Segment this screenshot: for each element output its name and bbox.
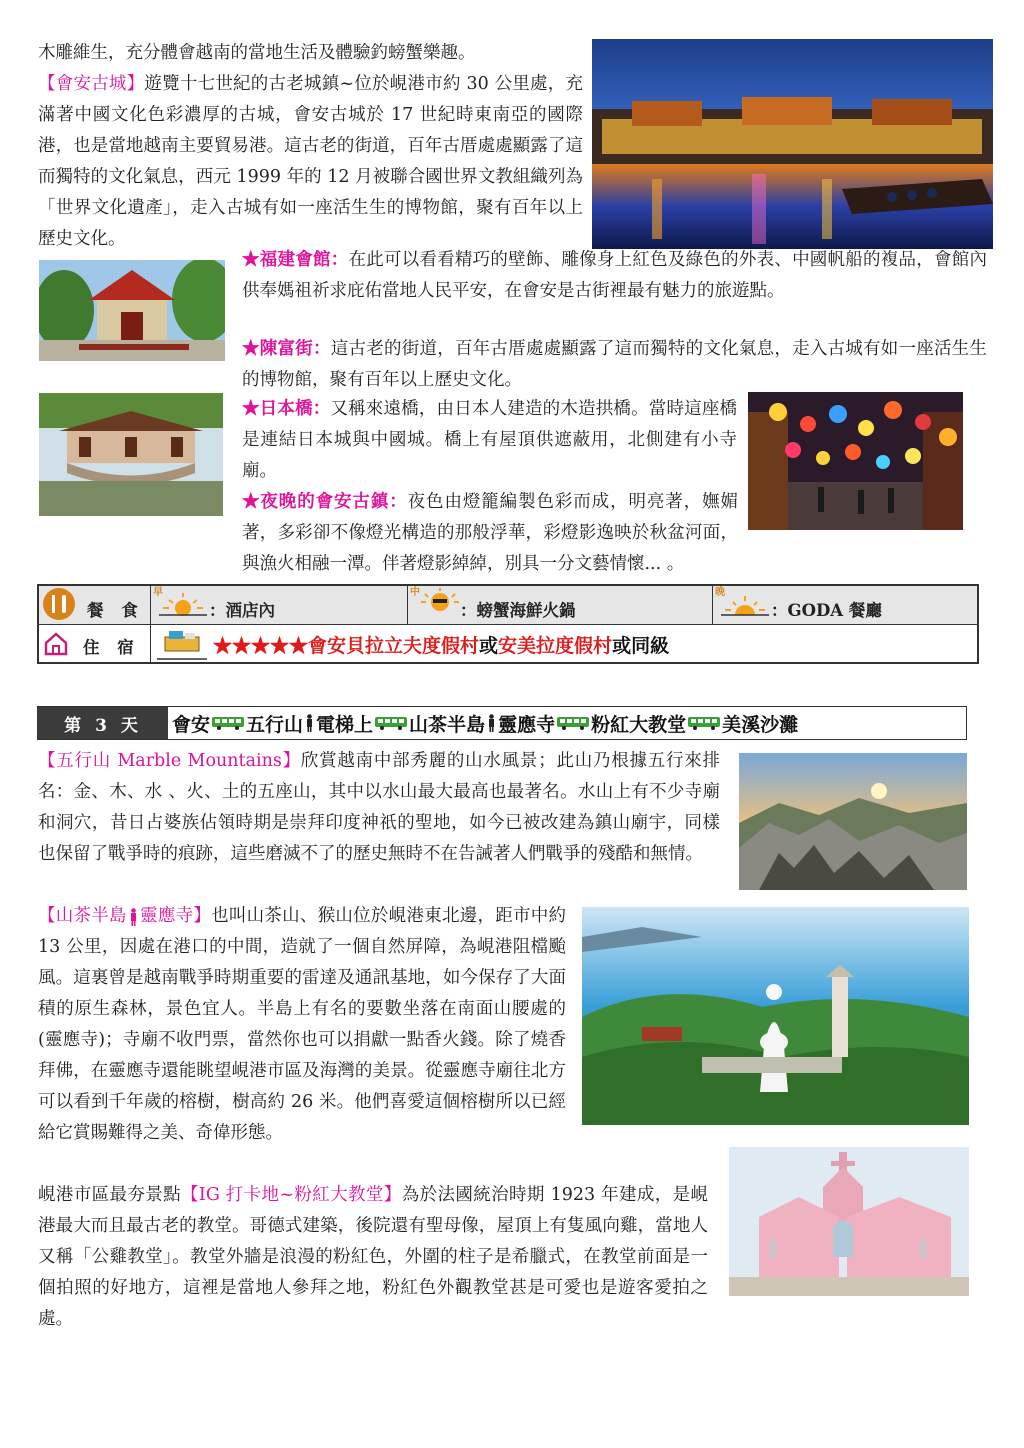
marble-title: 【五行山 Marble Mountains】 [38, 751, 301, 771]
dinner-tag: 晚 [715, 587, 725, 598]
night-body: 夜色由燈籠編製色彩而成，明亮著，嫵媚著，多彩卻不像燈光構造的那般浮華，彩燈影逸映於秋盆河面，與漁火相融一潭。伴著燈影綽綽，別具一分文藝情懷... 。 [242, 492, 739, 574]
chenfu-title: ★陳富街： [242, 339, 331, 359]
sontra-section [38, 901, 566, 1149]
pink-church-photo [729, 1147, 969, 1296]
hoian-title: 【會安古城】 [38, 74, 145, 94]
night-title: ★夜晚的會安古鎮： [242, 492, 408, 512]
route-stop: 電梯上 [316, 713, 374, 736]
bus-icon [374, 716, 408, 730]
meal-lodging-table [37, 584, 979, 664]
route-stop: 美溪沙灘 [722, 713, 799, 736]
home-icon [43, 631, 69, 661]
church-body: 為於法國統治時期 1923 年建成，是峴港最大而且最古老的教堂。哥德式建築，後院還有聖母像，屋頂上有隻風向雞，當地人又稱「公雞教堂」。教堂外牆是浪漫的粉紅色，外圍的柱子是希臘式，在教堂前面是一個拍照的好地方，這裡是當地人參拜之地，粉紅色外觀教堂甚是可愛也是遊客愛拍之處。 [38, 1185, 709, 1329]
sontra-body: 也叫山茶山、猴山位於峴港東北邊，距市中約 13 公里，因處在港口的中間，造就了一個自然屏障，為峴港阻檔颱風。這裏曾是越南戰爭時期重要的雷達及通訊基地，如今保存了大面積的原生森林，景色宜人。半島上有名的要數坐落在南面山腰處的(靈應寺)；寺廟不收門票，當然你也可以捐獻一點香火錢。除了燒香拜佛，在靈應寺還能眺望峴港市區及海灣的美景。從靈應寺廟往北方可以看到千年歲的榕樹，樹高約 26 米。他們喜愛這個榕樹所以已經給它賞賜難得之美、奇偉形態。 [38, 906, 567, 1143]
church-section [38, 1180, 708, 1335]
marble-section [38, 746, 720, 870]
meal-icon [42, 587, 76, 625]
dinner-text: ：GODA 餐廳 [771, 601, 882, 620]
bus-icon [687, 716, 721, 730]
route-stop: 五行山 [246, 713, 304, 736]
hotel-or-1: 或 [479, 635, 499, 657]
day-3-bar [37, 706, 967, 740]
hotel-option-1: 會安貝拉立夫度假村 [308, 635, 480, 657]
breakfast-text: ：酒店內 [209, 601, 275, 620]
hoian-river-photo [592, 39, 993, 249]
fujian-body: 在此可以看看精巧的壁飾、雕像身上紅色及綠色的外表、中國帆船的複品，會館內供奉媽祖祈求庇佑當地人民平安，在會安是古街裡最有魅力的旅遊點。 [242, 250, 988, 301]
lunch-sun-icon [420, 588, 460, 622]
chenfu-section [242, 334, 987, 396]
marble-body: 欣賞越南中部秀麗的山水風景；此山乃根據五行來排名：金、木、水 、火、土的五座山，其中以水山最大最高也最著名。水山上有不少寺廟和洞穴，昔日占婆族佔領時期是崇拜印度神祇的聖地，如今已被改建為鎮山廟宇，同樣也保留了戰爭時的痕跡，這些磨滅不了的歷史無時不在告誡著人們戰爭的殘酷和無情。 [38, 751, 720, 864]
hotel-option-2: 安美拉度假村 [498, 635, 613, 657]
meal-row [39, 586, 977, 625]
person-icon [305, 714, 314, 732]
day-3-route [172, 707, 798, 739]
meal-label: 餐 食 [87, 601, 144, 620]
church-pre: 峴港市區最夯景點 [38, 1185, 182, 1205]
lunch-text: ：螃蟹海鮮火鍋 [460, 601, 576, 620]
lunch-tag: 中 [410, 587, 420, 598]
night-section [38, 487, 738, 580]
route-stop: 山茶半島 [409, 713, 486, 736]
marble-mountains-photo [739, 753, 967, 890]
route-stop: 靈應寺 [498, 713, 556, 736]
route-stop: 粉紅大教堂 [591, 713, 687, 736]
dinner-sun-icon [721, 592, 769, 620]
person-icon [487, 714, 496, 732]
hoian-body: 遊覽十七世紀的古老城鎮~位於峴港市約 30 公里處，充滿著中國文化色彩濃厚的古城，會安古城於 17 世紀時東南亞的國際港，也是當地越南主要貿易港。這古老的街道，百年古厝處處顯露了這而獨特的文化氣息，西元 1999 年的 12 月被聯合國世界文教組織列為「世界文化遺產」，走入古城有如一座活生生的博物館，聚有百年以上歷史文化。 [38, 74, 583, 249]
breakfast-tag: 早 [153, 587, 163, 598]
lodging-text [213, 631, 669, 658]
japan-bridge-title: ★日本橋： [242, 399, 331, 419]
lantern-street-photo [748, 392, 963, 530]
fujian-hall-photo [39, 260, 225, 361]
fujian-title: ★福建會館： [242, 250, 349, 270]
intro-text: 木雕維生，充分體會越南的當地生活及體驗釣螃蟹樂趣。 [38, 43, 476, 63]
lodging-row [39, 625, 977, 663]
hotel-icon [157, 627, 207, 665]
day-3-label: 第 3 天 [38, 707, 168, 739]
person-icon [129, 908, 138, 926]
chenfu-body: 這古老的街道，百年古厝處處顯露了這而獨特的文化氣息，走入古城有如一座活生生的博物館，聚有百年以上歷史文化。 [242, 339, 988, 390]
hotel-stars: ★★★★★ [213, 635, 309, 657]
fujian-section [242, 245, 987, 307]
japan-bridge-body: 又稱來遠橋，由日本人建造的木造拱橋。當時這座橋是連結日本城與中國城。橋上有屋頂供遮蔽用，北側建有小寺廟。 [242, 399, 738, 481]
japan-bridge-section [242, 394, 737, 487]
breakfast-sun-icon [159, 592, 207, 620]
sontra-title-2: 靈應寺】 [139, 906, 212, 926]
bus-icon [556, 716, 590, 730]
route-stop: 會安 [172, 713, 211, 736]
hoian-section [38, 69, 583, 255]
hotel-or-2: 或同級 [612, 635, 670, 657]
sontra-title: 【山茶半島 [38, 906, 127, 926]
church-title: 【IG 打卡地~粉紅大教堂】 [181, 1185, 402, 1205]
lodging-label: 住 宿 [83, 638, 140, 657]
linh-ung-pagoda-photo [582, 907, 969, 1125]
bus-icon [211, 716, 245, 730]
